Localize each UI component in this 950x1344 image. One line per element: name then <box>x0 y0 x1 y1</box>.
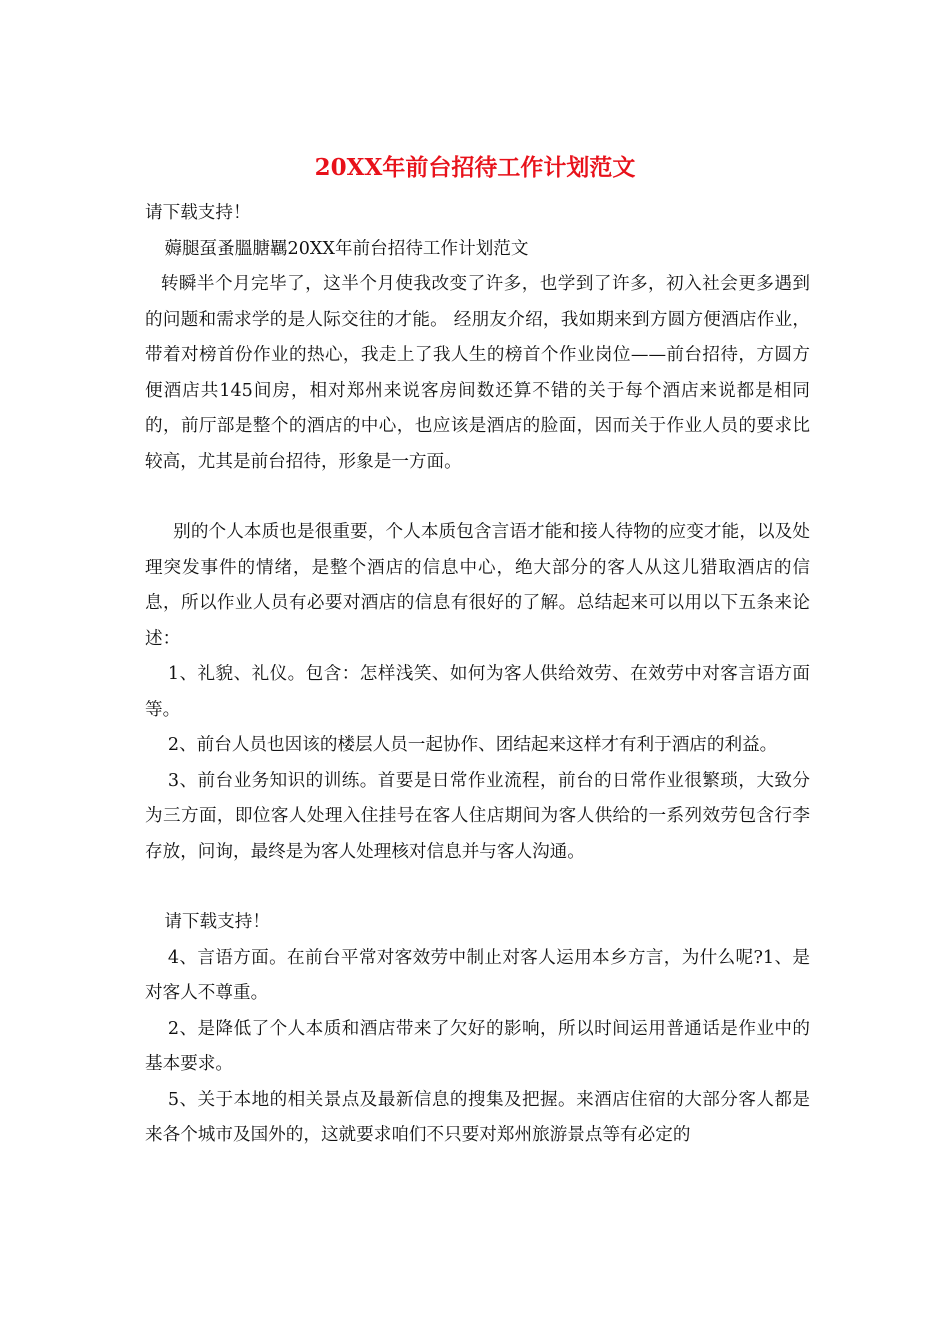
list-item-1: 1、礼貌、礼仪。包含：怎样浅笑、如何为客人供给效劳、在效劳中对客言语方面等。 <box>145 664 810 720</box>
paragraph-gap <box>145 870 810 905</box>
download-note-top: 请下载支持！ <box>145 203 251 223</box>
download-note-middle: 请下载支持！ <box>164 912 270 932</box>
list-item-4-2: 2、是降低了个人本质和酒店带来了欠好的影响，所以时间运用普通话是作业中的基本要求。 <box>145 1018 810 1074</box>
paragraph-intro: 转瞬半个月完毕了，这半个月使我改变了许多，也学到了许多，初入社会更多遇到的问题和需求学的是人际交往的才能。 经朋友介绍，我如期来到方圆方便酒店作业，带着对榜首份作业的热心，我走上了我人生的榜首个作业岗位——前台招待，方圆方便酒店共145间房，相对郑州来说客房间数还算不错的关于每个酒店来说都是相同的，前厅部是整个的酒店的中心，也应该是酒店的脸面，因而关于作业人员的要求比较高，尤其是前台招待，形象是一方面。 <box>145 274 810 472</box>
document-body <box>145 196 810 1154</box>
list-item-5: 5、关于本地的相关景点及最新信息的搜集及把握。来酒店住宿的大部分客人都是来各个城市及国外的，这就要求咱们不只要对郑州旅游景点等有必定的 <box>145 1089 810 1145</box>
subtitle-line: 薅腿虿蚤膃膅羈20XX年前台招待工作计划范文 <box>164 238 529 259</box>
document-title: 20XX年前台招待工作计划范文 <box>314 154 636 181</box>
paragraph-gap <box>145 480 810 515</box>
paragraph-qualities: 别的个人本质也是很重要，个人本质包含言语才能和接人待物的应变才能，以及处理突发事件的情绪，是整个酒店的信息中心，绝大部分的客人从这儿猎取酒店的信息，所以作业人员有必要对酒店的信息有很好的了解。总结起来可以用以下五条来论述： <box>145 522 810 649</box>
list-item-4: 4、言语方面。在前台平常对客效劳中制止对客人运用本乡方言，为什么呢?1、是对客人不尊重。 <box>145 947 810 1003</box>
list-item-3: 3、前台业务知识的训练。首要是日常作业流程，前台的日常作业很繁琐，大致分为三方面，即位客人处理入住挂号在客人住店期间为客人供给的一系列效劳包含行李存放，问询，最终是为客人处理核对信息并与客人沟通。 <box>145 770 810 862</box>
list-item-2: 2、前台人员也因该的楼层人员一起协作、团结起来这样才有利于酒店的利益。 <box>167 735 778 755</box>
